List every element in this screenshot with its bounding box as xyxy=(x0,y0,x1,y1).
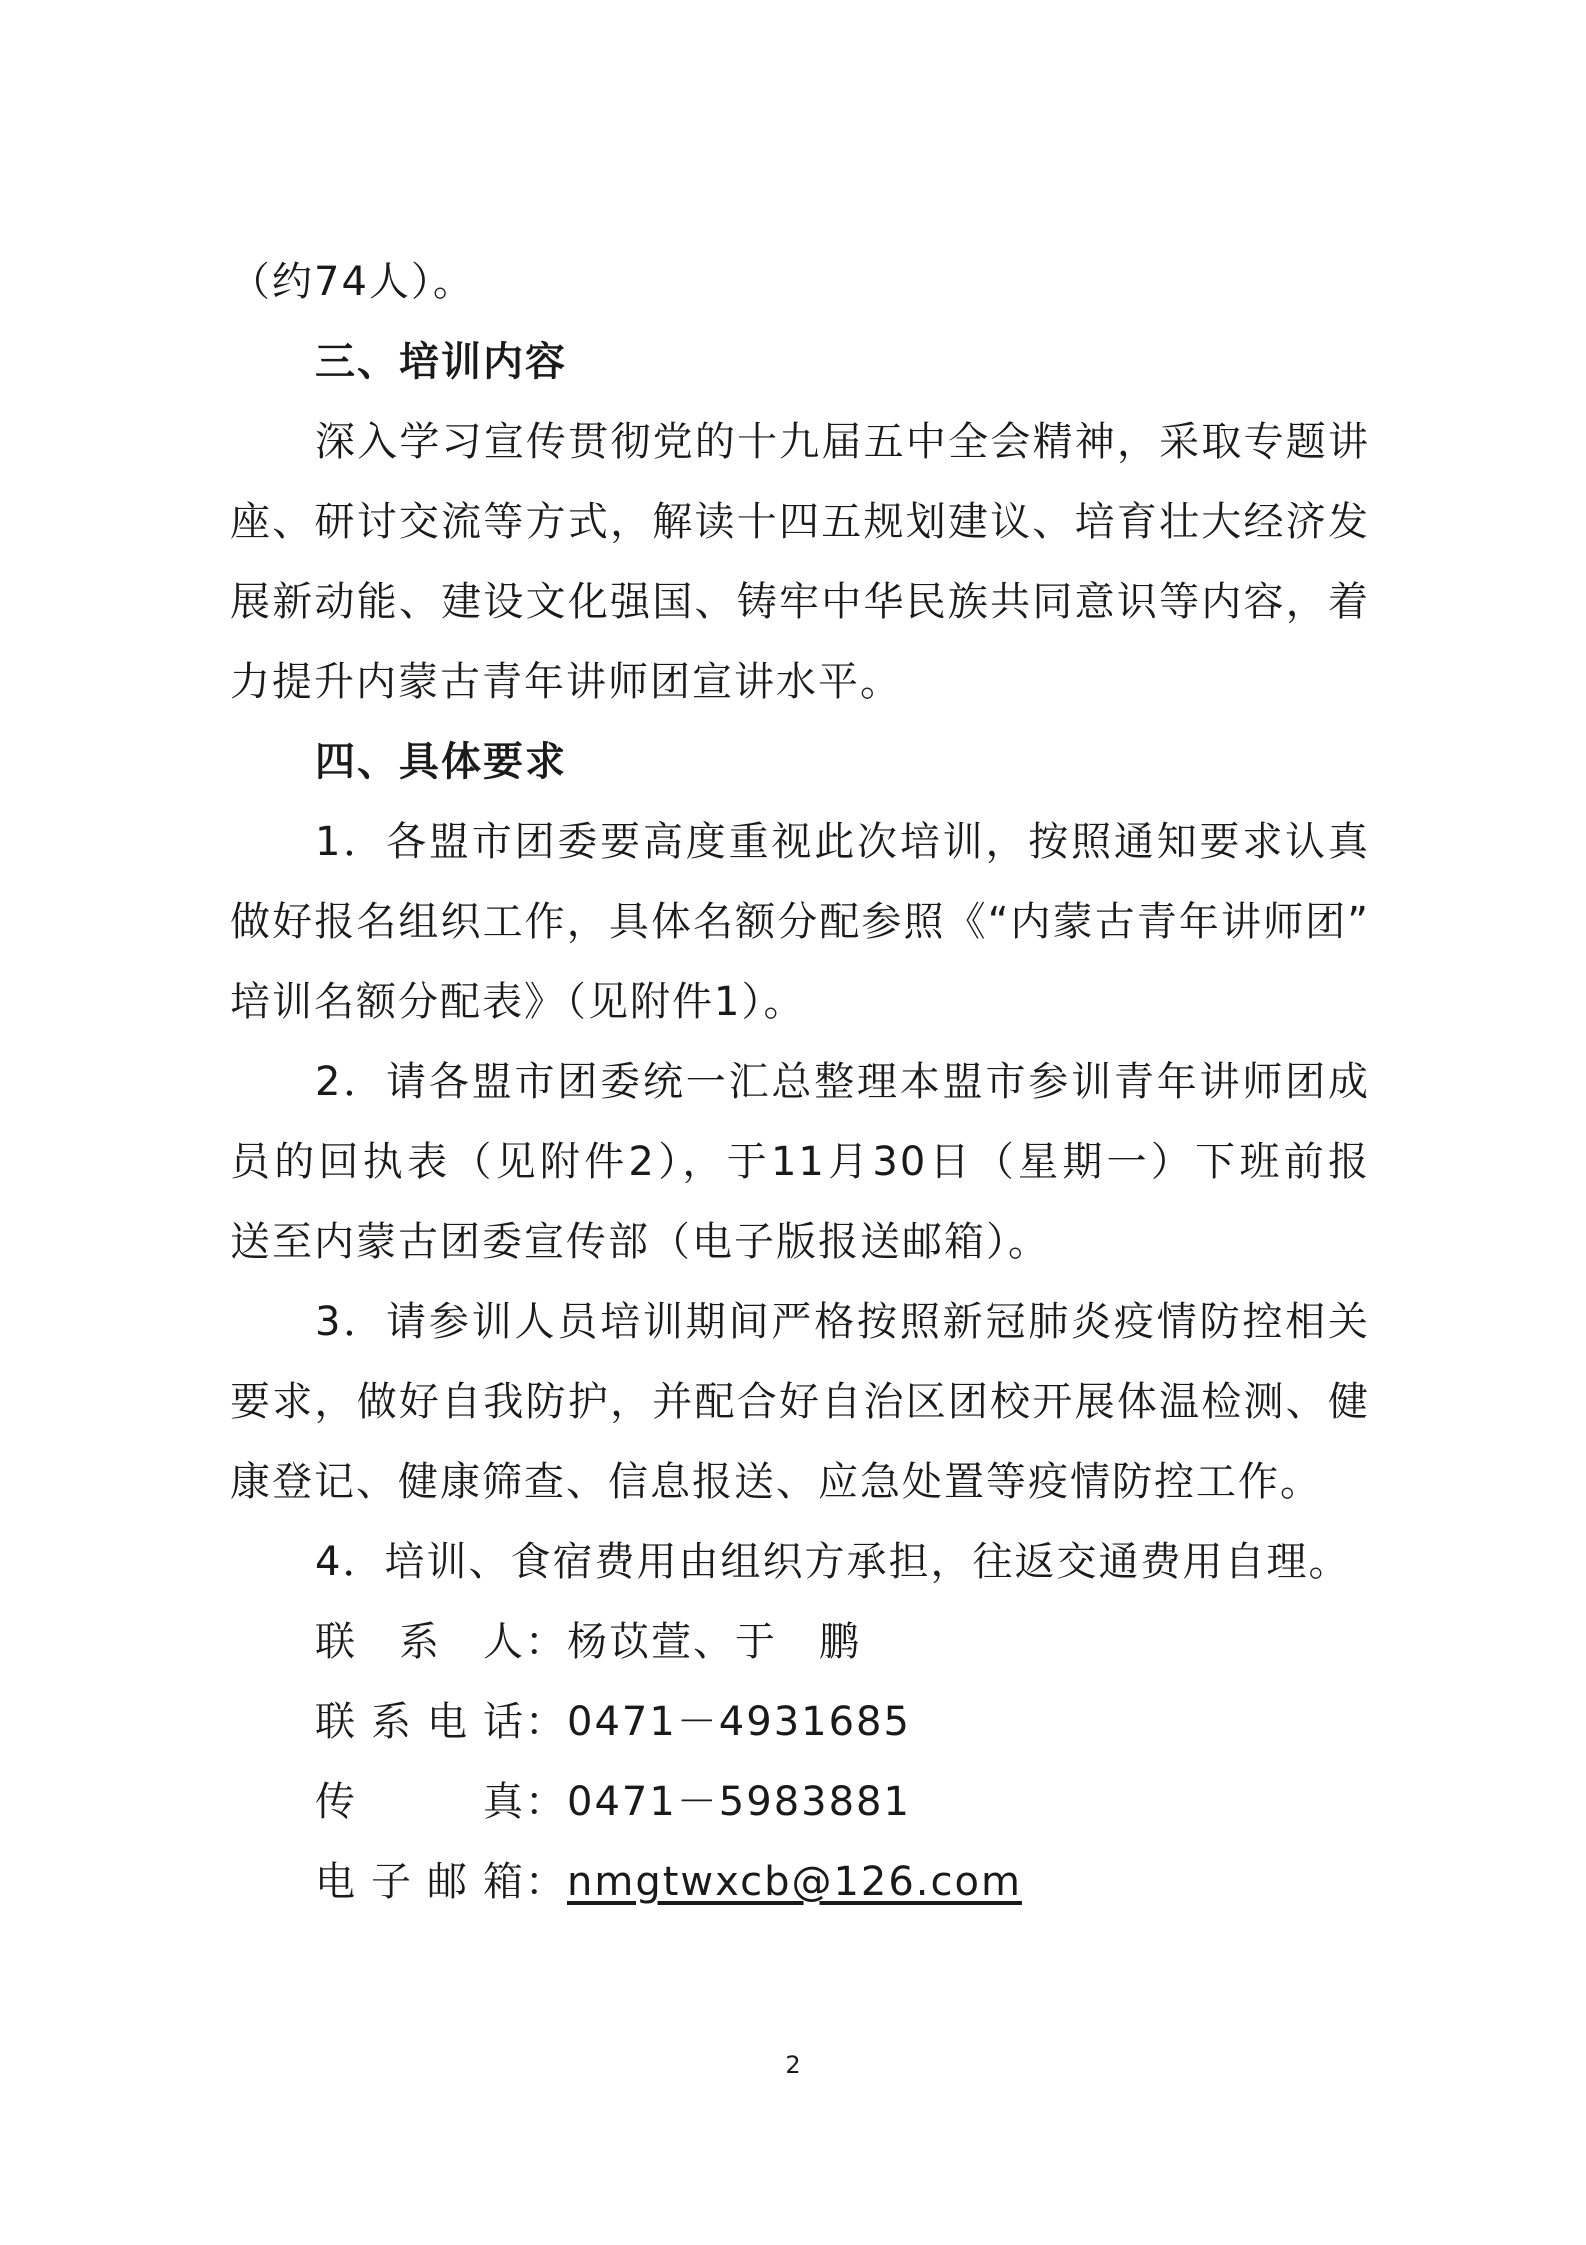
section3-line-2: 座、研讨交流等方式，解读十四五规划建议、培育壮大经济发 xyxy=(230,499,1370,545)
section3-line-4: 力提升内蒙古青年讲师团宣讲水平。 xyxy=(230,659,902,705)
item1-line-1: 1．各盟市团委要高度重视此次培训，按照通知要求认真 xyxy=(315,819,1370,865)
item2-line-2: 员的回执表（见附件2），于11月30日（星期一）下班前报 xyxy=(230,1139,1370,1185)
contact-person-colon: ： xyxy=(525,1619,567,1665)
item1-line-2: 做好报名组织工作，具体名额分配参照《“内蒙古青年讲师团” xyxy=(230,899,1370,945)
item3-line-2: 要求，做好自我防护，并配合好自治区团校开展体温检测、健 xyxy=(230,1379,1370,1425)
contact-person-label: 联系人 xyxy=(315,1619,525,1665)
item3-line-3: 康登记、健康筛查、信息报送、应急处置等疫情防控工作。 xyxy=(230,1459,1322,1505)
contact-person-value: 杨苡萱、于 鹏 xyxy=(567,1619,861,1665)
contact-fax-colon: ： xyxy=(525,1779,567,1825)
intro-line: （约74人）。 xyxy=(230,259,475,305)
page-number: 2 xyxy=(785,2051,801,2079)
section3-line-1: 深入学习宣传贯彻党的十九届五中全会精神，采取专题讲 xyxy=(315,419,1370,465)
contact-email xyxy=(315,1856,1370,1908)
contact-fax xyxy=(315,1776,1370,1828)
contact-phone-label: 联系电话 xyxy=(315,1699,525,1745)
contact-phone xyxy=(315,1696,1370,1748)
section3-line-3: 展新动能、建设文化强国、铸牢中华民族共同意识等内容，着 xyxy=(230,579,1370,625)
item2-line-1: 2．请各盟市团委统一汇总整理本盟市参训青年讲师团成 xyxy=(315,1059,1370,1105)
contact-email-colon: ： xyxy=(525,1859,567,1905)
section3-heading: 三、培训内容 xyxy=(315,339,567,385)
section4-heading: 四、具体要求 xyxy=(315,739,567,785)
email-link[interactable]: nmgtwxcb@126.com xyxy=(567,1859,1022,1905)
contact-fax-label: 传真 xyxy=(315,1779,525,1825)
item4-line: 4．培训、食宿费用由组织方承担，往返交通费用自理。 xyxy=(315,1539,1351,1585)
contact-phone-colon: ： xyxy=(525,1699,567,1745)
item1-line-3: 培训名额分配表》（见附件1）。 xyxy=(230,979,806,1025)
item2-line-3: 送至内蒙古团委宣传部（电子版报送邮箱）。 xyxy=(230,1219,1050,1265)
item3-line-1: 3．请参训人员培训期间严格按照新冠肺炎疫情防控相关 xyxy=(315,1299,1370,1345)
contact-email-label: 电子邮箱 xyxy=(315,1859,525,1905)
contact-person xyxy=(315,1616,1370,1668)
contact-phone-value: 0471－4931685 xyxy=(567,1699,911,1745)
contact-fax-value: 0471－5983881 xyxy=(567,1779,911,1825)
